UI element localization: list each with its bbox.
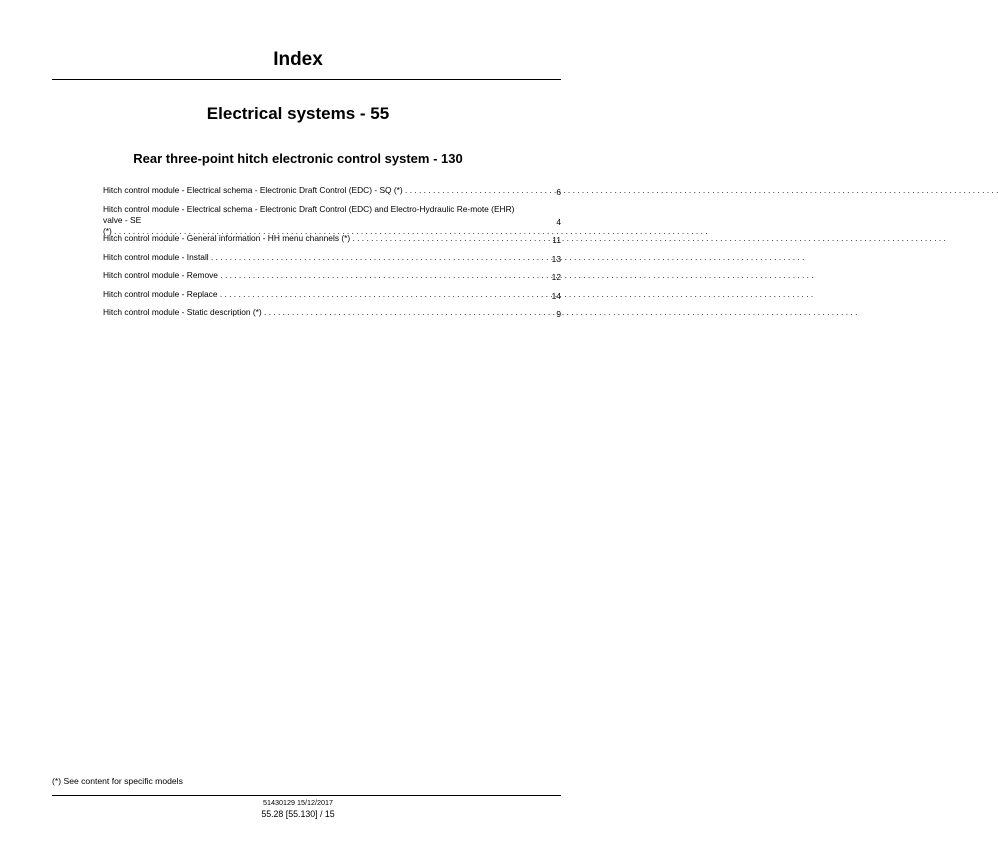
index-entry[interactable]: [103, 307, 561, 318]
title-divider: [52, 79, 561, 80]
index-entry-text: Hitch control module - Electrical schema - Electronic Draft Control (EDC) - SQ (*) . . .: [103, 185, 533, 196]
index-entry-page: 13: [551, 253, 561, 264]
subsection-heading: Rear three-point hitch electronic control system - 130: [133, 151, 463, 166]
index-entry-page: 14: [551, 290, 561, 301]
index-entry[interactable]: [103, 270, 561, 281]
index-entry[interactable]: [103, 233, 561, 244]
index-list: [103, 185, 561, 326]
index-entry-text: Hitch control module - Remove . . .: [103, 270, 533, 281]
index-entry-page: 11: [552, 235, 561, 245]
index-entry-text: Hitch control module - Electrical schema - Electronic Draft Control (EDC) and Electro-Hydraulic Re-mote (EHR) valve - SE (*) . . .: [103, 204, 533, 226]
footnote: (*) See content for specific models: [52, 776, 183, 786]
index-entry-page: 4: [556, 216, 561, 227]
page-title: Index: [273, 49, 323, 70]
index-entry-text: Hitch control module - Static description (*) . . .: [103, 307, 533, 318]
footer-page-ref: 55.28 [55.130] / 15: [261, 809, 335, 819]
index-entry[interactable]: [103, 203, 561, 236]
index-entry-page: 12: [551, 272, 561, 282]
index-entry[interactable]: [103, 252, 561, 263]
index-entry-page: 9: [556, 309, 561, 319]
index-entry-text: Hitch control module - Install . . .: [103, 252, 533, 263]
index-entry-text: Hitch control module - Replace . . .: [103, 289, 533, 300]
index-entry-page: 6: [556, 187, 561, 197]
index-entry[interactable]: [103, 289, 561, 300]
section-heading: Electrical systems - 55: [206, 104, 390, 123]
footer-doc-code: 51430129 15/12/2017: [263, 798, 333, 807]
footer-divider: [52, 795, 561, 796]
index-entry-text: Hitch control module - General information - HH menu channels (*) . . .: [103, 233, 533, 244]
index-entry[interactable]: [103, 185, 561, 196]
